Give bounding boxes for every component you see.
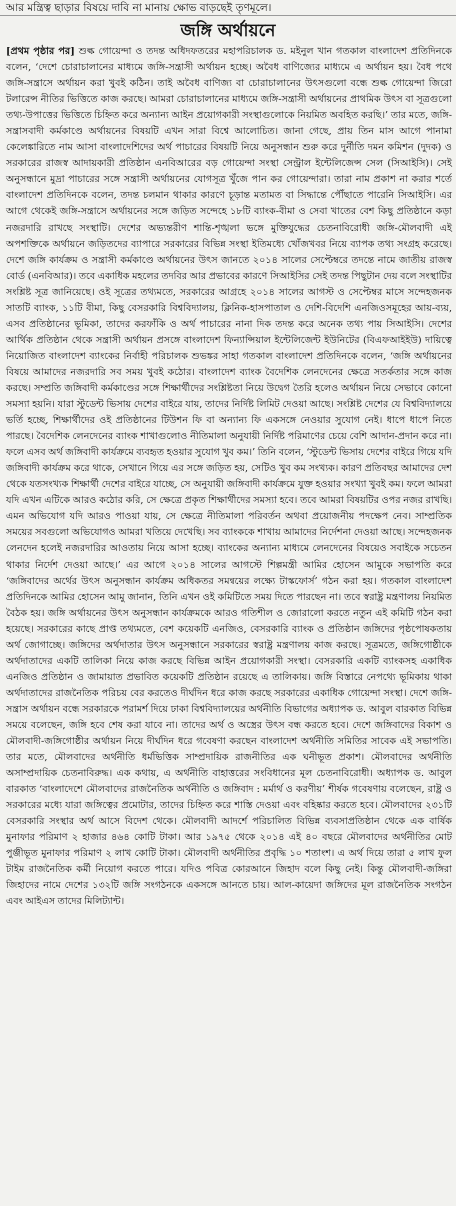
article-body [0,44,456,911]
continued-label: [প্রথম পৃষ্ঠার পর] [6,46,75,57]
article-headline: জঙ্গি অর্থায়নে [180,21,276,41]
article-text: শুল্ক গোয়েন্দা ও তদন্ত অধিদফতরের মহাপরিচালক ড. মইনুল খান গতকাল বাংলাদেশ প্রতিদিনকে বলেন, ‘দেশে চোরাচালানের মাধ্যমে জঙ্গি-সন্ত্রাসী অর্থায়ন হচ্ছে। অবৈধ বাণিজ্যের মাধ্যমে এ অর্থায়ন হয়। বৈধ পথে জঙ্গি-সন্ত্রাসে অর্থায়ন করা খুবই কঠিন। তাই অবৈধ বাণিজ্য বা চোরাচালানের উৎসগুলো বন্ধে শুল্ক গোয়েন্দা জিরো টলারেন্স নীতির ভিত্তিতে কাজ করছে। আমরা চোরাচালানের মাধ্যমে জঙ্গি-সন্ত্রাসী অর্থায়নের প্রাথমিক উৎস বা সূত্রগুলো তথ্য-উপাত্তের ভিত্তিতে চিহ্নিত করে অন্যান্য আইন প্রয়োগকারী সংস্থাগুলোকে নিয়মিত অবহিত করছি।’ তার মতে, জঙ্গি-সন্ত্রাসবাদী কর্মকাণ্ডে অর্থায়নের বিষয়টি এখন সারা বিশ্বে আলোচিত। জানা গেছে, প্রায় তিন মাস আগে পানামা কেলেঙ্কারিতে নাম আসা বাংলাদেশিদের অর্থ পাচারের বিষয়টি নিয়ে অনুসন্ধান শুরু করে দুর্নীতি দমন কমিশন (দুদক) ও সরকারের রাজস্ব আদায়কারী প্রতিষ্ঠান এনবিআরের বড় গোয়েন্দা সংস্থা সেন্ট্রাল ইন্টেলিজেন্স সেল (সিআইসি)। সেই অনুসন্ধানে মুদ্রা পাচারের সঙ্গে সন্ত্রাসী অর্থায়নের যোগসূত্র খুঁজে পান কর গোয়েন্দারা। তারা নাম প্রকাশ না করার শর্তে বাংলাদেশ প্রতিদিনকে বলেন, তদন্ত চলমান থাকার কারণে চূড়ান্ত মতামত বা সিদ্ধান্তে পৌঁছাতে পারেনি সিআইসি। এর আগে থেকেই জঙ্গি-সন্ত্রাসে অর্থায়নের সঙ্গে জড়িত সন্দেহে ১৮টি ব্যাংক-বীমা ও সেবা খাতের বেশ কিছু প্রতিষ্ঠানে কড়া নজরদারি রাখছে সংস্থাটি। দেশের অভ্যন্তরীণ শান্তি-শৃঙ্খলা ভঙ্গে মুক্তিযুদ্ধের চেতনাবিরোধী জঙ্গি-মৌলবাদী এই অপশক্তিকে অর্থায়নে জড়িতদের ব্যাপারে সরকারের বিভিন্ন সংস্থা ইতিমধ্যে খোঁজখবর নিয়ে ব্যাপক তথ্য সংগ্রহ করেছে। দেশে জঙ্গি কার্যক্রম ও সন্ত্রাসী কর্মকাণ্ডে অর্থায়নের উৎস জানতে ২০১৪ সালের সেপ্টেম্বরে তদন্তে নামে জাতীয় রাজস্ব বোর্ড (এনবিআর)। তবে একাধিক মহলের তদবির আর প্রভাবের কারণে সিআইসির সেই তদন্ত পিছুটান দেয় বলে সংস্থাটির সংশ্লিষ্ট সূত্র জানিয়েছে। ওই সূত্রের তথ্যমতে, সরকারের আগ্রহে ২০১৪ সালের আগস্ট ও সেপ্টেম্বর মাসে সন্দেহজনক সাতটি ব্যাংক, ১১টি বীমা, কিছু বেসরকারি বিশ্ববিদ্যালয়, ক্লিনিক-হাসপাতাল ও দেশি-বিদেশি এনজিওসমূহের আয়-ব্যয়, এসব প্রতিষ্ঠানের ভূমিকা, তাদের করফাঁকি ও অর্থ পাচারের নানা দিক তদন্ত করে অনেক তথ্য পায় সিআইসি। দেশের আর্থিক প্রতিষ্ঠান থেকে সন্ত্রাসী অর্থায়ন প্রসঙ্গে বাংলাদেশ ফিন্যান্সিয়াল ইন্টেলিজেন্ট ইউনিটের (বিএফআইইউ) দায়িত্বে নিয়োজিত বাংলাদেশ ব্যাংকের নির্বাহী পরিচালক শুভঙ্কর সাহা গতকাল বাংলাদেশ প্রতিদিনকে বলেন, ‘জঙ্গি অর্থায়নের বিষয়ে আমাদের নজরদারি সব সময় খুবই কঠোর। বাংলাদেশ ব্যাংক বৈদেশিক লেনদেনের ক্ষেত্রে সতর্কতার সঙ্গে কাজ করছে। সম্প্রতি জঙ্গিবাদী কর্মকাণ্ডের সঙ্গে শিক্ষার্থীদের সংশ্লিষ্টতা নিয়ে উদ্বেগ তৈরি হলেও অর্থায়ন নিয়ে সেভাবে কোনো সমস্যা হয়নি। যারা স্টুডেন্ট ভিসায় দেশের বাইরে যায়, তাদের নির্দিষ্ট লিমিট দেওয়া আছে। সংশ্লিষ্ট দেশের যে বিশ্ববিদ্যালয়ে ভর্তি হচ্ছে, শিক্ষার্থীদের ওই প্রতিষ্ঠানের টিউশন ফি বা অন্যান্য ফি একসঙ্গে নেওয়ার সুযোগ নেই। ধাপে ধাপে নিতে পারছে। বৈদেশিক লেনদেনের ব্যাংক শাখাগুলোও নীতিমালা অনুযায়ী নির্দিষ্ট পরিমাণের চেয়ে বেশি আদান-প্রদান করে না। ফলে এসব অর্থ জঙ্গিবাদী কার্যক্রমে ব্যবহৃত হওয়ার সুযোগ খুব কম।’ তিনি বলেন, ‘স্টুডেন্ট ভিসায় দেশের বাইরে গিয়ে যদি জঙ্গিবাদী কার্যক্রম করে থাকে, সেখানে গিয়ে এর সঙ্গে জড়িত হয়, সেটিও খুব কম সংখ্যক। কারণ প্রতিবছর আমাদের দেশ থেকে যতসংখ্যক শিক্ষার্থী দেশের বাইরে যাচ্ছে, সে অনুযায়ী জঙ্গিবাদী কার্যক্রমে যুক্ত হওয়ার সংখ্যা খুবই কম। ফলে আমরা যদি এখন এটিকে আরও কঠোর করি, সে ক্ষেত্রে প্রকৃত শিক্ষার্থীদের সমস্যা হবে। তবে আমরা বিষয়টির ওপর নজর রাখছি। এমন অভিযোগ যদি আরও পাওয়া যায়, সে ক্ষেত্রে নীতিমালা পরিবর্তন অথবা প্রয়োজনীয় পদক্ষেপ নেব। সাম্প্রতিক সময়ের সবগুলো অভিযোগও আমরা খতিয়ে দেখেছি। সব ব্যাংককে শাখায় আমাদের নির্দেশনা দেওয়া আছে। সন্দেহজনক লেনদেন হলেই নজরদারির আওতায় নিয়ে আসা হচ্ছে। ব্যাংকের অন্যান্য মাধ্যমে লেনদেনের বিষয়েও সবাইকে সচেতন থাকার নির্দেশ দেওয়া আছে।’ এর আগে ২০১৪ সালের আগস্টে শিল্পমন্ত্রী আমির হোসেন আমুকে সভাপতি করে ‘জঙ্গিবাদের অর্থের উৎস অনুসন্ধান কার্যক্রম অধিকতর সমন্বয়ের লক্ষ্যে টাস্কফোর্স’ গঠন করা হয়। গতকাল বাংলাদেশ প্রতিদিনকে আমির হোসেন আমু জানান, তিনি এখন ওই কমিটিতে সময় দিতে পারছেন না। তবে স্বরাষ্ট্র মন্ত্রণালয় নিয়মিত বৈঠক হয়। জঙ্গি অর্থায়নের উৎস অনুসন্ধান কার্যক্রমকে আরও গতিশীল ও জোরালো করতে নতুন এই কমিটি গঠন করা হয়েছে। সরকারের কাছে প্রাপ্ত তথ্যমতে, বেশ কয়েকটি এনজিও, বেসরকারি ব্যাংক ও প্রতিষ্ঠান জঙ্গিদের পৃষ্ঠপোষকতায় অর্থ জোগাচ্ছে। জঙ্গিদের অর্থদাতার উৎস অনুসন্ধানে সরকারের স্বরাষ্ট্র মন্ত্রণালয় কাজ করছে। সূত্রমতে, জঙ্গিগোষ্ঠীকে অর্থদাতাদের একটি তালিকা নিয়ে কাজ করছে বিভিন্ন আইন প্রয়োগকারী সংস্থা। বেসরকারি একটি ব্যাংকসহ একাধিক এনজিও প্রতিষ্ঠান ও জামায়াত প্রভাবিত কয়েকটি প্রতিষ্ঠান রয়েছে এ তালিকায়। জঙ্গি বিস্তারে নেপথ্যে ভূমিকায় থাকা অর্থদাতাদের রাজনৈতিক পরিচয় বের করতেও দীর্ঘদিন ধরে কাজ করছে সরকারের একাধিক গোয়েন্দা সংস্থা। দেশে জঙ্গি-সন্ত্রাস অর্থায়ন বন্ধে সরকারকে পরামর্শ দিয়ে ঢাকা বিশ্ববিদ্যালয়ের অর্থনীতি বিভাগের অধ্যাপক ড. আবুল বারকাত বিভিন্ন সময়ে বলেছেন, জঙ্গি হবে শেষ করা যাবে না। তাদের অর্থ ও অস্ত্রের উৎস বন্ধ করতে হবে। দেশে জঙ্গিবাদের বিকাশ ও মৌলবাদী-জঙ্গিগোষ্ঠীর অর্থায়ন নিয়ে দীর্ঘদিন ধরে গবেষণা করছেন বাংলাদেশ অর্থনীতি সমিতির সাবেক এই সভাপতি। তার মতে, মৌলবাদের অর্থনীতি ধর্মভিত্তিক সাম্প্রদায়িক রাজনীতির এক ঘনীভূত প্রকাশ। মৌলবাদের অর্থনীতি অসাম্প্রদায়িক চেতনাবিরুদ্ধ। এক কথায়, এ অর্থনীতি বাহাত্তরের সংবিধানের মূল চেতনাবিরোধী। অধ্যাপক ড. আবুল বারকাত ‘বাংলাদেশে মৌলবাদের রাজনৈতিক অর্থনীতি ও জঙ্গিবাদ : মর্মার্থ ও করণীয়’ শীর্ষক গবেষণায় বলেছেন, রাষ্ট্র ও সরকারের মধ্যে যারা জঙ্গিত্বের প্রমোটার, তাদের চিহ্নিত করে শাস্তি দেওয়া এবং বহিষ্কার করতে হবে। মৌলবাদের ২৩১টি বেসরকারি সংস্থার অর্থ আসে বিদেশ থেকে। মৌলবাদী আদর্শে পরিচালিত বিভিন্ন ব্যবসাপ্রতিষ্ঠান থেকে এক বার্ষিক মুনাফার পরিমাণ ২ হাজার ৪৬৪ কোটি টাকা। আর ১৯৭৫ থেকে ২০১৪ এই ৪০ বছরে মৌলবাদের অর্থনীতির মোট পুঞ্জীভূত মুনাফার পরিমাণ ২ লাখ কোটি টাকা। মৌলবাদী অর্থনীতির প্রবৃদ্ধি ১০ শতাংশ। এ অর্থ দিয়ে তারা ৫ লাখ ফুল টাইম রাজনৈতিক কর্মী নিয়োগ করতে পারে। যদিও পবিত্র কোরআনে জিহাদ বলে কিছু নেই। কিন্তু মৌলবাদী-জঙ্গিরা জিহাদের নামে দেশের ১৩২টি জঙ্গি সংগঠনকে একসঙ্গে আনতে চায়। আল-কায়েদা জঙ্গিদের মূল রাজনৈতিক সংগঠন এবং আইএস তাদের মিলিট্যান্ট। [6,46,452,908]
previous-article-last-line: আর মন্ত্রিত্ব ছাড়ার বিষয়ে দাবি না মানায় ক্ষোভ বাড়ছেই তৃণমূলে। [0,0,456,16]
